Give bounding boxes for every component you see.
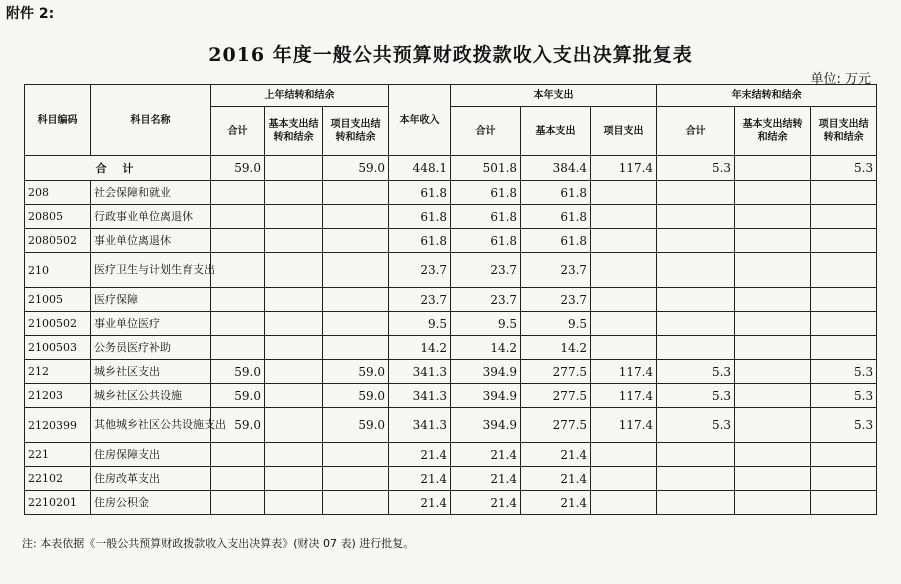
cell-code: 212 <box>25 360 91 384</box>
cell-exp-project <box>591 288 657 312</box>
cell-prev-basic <box>265 491 323 515</box>
cell-exp-basic: 277.5 <box>521 384 591 408</box>
cell-end-project <box>811 288 877 312</box>
cell-end-basic <box>735 181 811 205</box>
cell-prev-basic <box>265 467 323 491</box>
header-name: 科目名称 <box>91 85 211 156</box>
cell-end-total: 5.3 <box>657 408 735 443</box>
cell-exp-total: 23.7 <box>451 253 521 288</box>
cell-prev-total <box>211 288 265 312</box>
header-exp-total: 合计 <box>451 107 521 156</box>
cell-end-basic <box>735 205 811 229</box>
cell-prev-basic <box>265 205 323 229</box>
cell-name: 住房保障支出 <box>91 443 211 467</box>
cell-prev-project <box>323 336 389 360</box>
cell-prev-project <box>323 288 389 312</box>
header-income: 本年收入 <box>389 85 451 156</box>
cell-prev-total: 59.0 <box>211 156 265 181</box>
cell-end-basic <box>735 229 811 253</box>
cell-exp-basic: 21.4 <box>521 443 591 467</box>
cell-end-basic <box>735 384 811 408</box>
cell-name: 住房公积金 <box>91 491 211 515</box>
cell-exp-basic: 277.5 <box>521 360 591 384</box>
cell-exp-total: 394.9 <box>451 384 521 408</box>
cell-name: 其他城乡社区公共设施支出 <box>91 408 211 443</box>
cell-prev-total <box>211 443 265 467</box>
cell-exp-basic: 384.4 <box>521 156 591 181</box>
cell-code: 2100503 <box>25 336 91 360</box>
cell-exp-total: 21.4 <box>451 467 521 491</box>
cell-name: 公务员医疗补助 <box>91 336 211 360</box>
cell-end-total: 5.3 <box>657 384 735 408</box>
cell-code: 2210201 <box>25 491 91 515</box>
cell-exp-total: 21.4 <box>451 491 521 515</box>
header-exp-basic: 基本支出 <box>521 107 591 156</box>
cell-prev-total: 59.0 <box>211 360 265 384</box>
cell-end-project: 5.3 <box>811 408 877 443</box>
cell-prev-project <box>323 181 389 205</box>
cell-code: 2120399 <box>25 408 91 443</box>
cell-prev-project <box>323 443 389 467</box>
cell-end-project <box>811 443 877 467</box>
cell-prev-project <box>323 491 389 515</box>
cell-end-basic <box>735 443 811 467</box>
table-row <box>25 384 877 408</box>
cell-end-total <box>657 467 735 491</box>
cell-end-project <box>811 253 877 288</box>
unit-label: 单位: 万元 <box>810 72 871 87</box>
cell-code: 21203 <box>25 384 91 408</box>
cell-exp-basic: 61.8 <box>521 181 591 205</box>
cell-exp-basic: 14.2 <box>521 336 591 360</box>
header-end-basic: 基本支出结转和结余 <box>735 107 811 156</box>
cell-name: 城乡社区公共设施 <box>91 384 211 408</box>
cell-exp-basic: 23.7 <box>521 288 591 312</box>
cell-prev-basic <box>265 253 323 288</box>
cell-exp-total: 394.9 <box>451 360 521 384</box>
cell-prev-project: 59.0 <box>323 360 389 384</box>
cell-income: 23.7 <box>389 253 451 288</box>
footnote: 注: 本表依据《一般公共预算财政拨款收入支出决算表》(财决 07 表) 进行批复。 <box>22 537 415 550</box>
cell-exp-total: 9.5 <box>451 312 521 336</box>
cell-prev-total <box>211 181 265 205</box>
cell-end-project <box>811 181 877 205</box>
cell-end-total <box>657 181 735 205</box>
cell-name: 行政事业单位离退休 <box>91 205 211 229</box>
page-title: 2016 年度一般公共预算财政拨款收入支出决算批复表 <box>208 44 693 66</box>
cell-prev-project: 59.0 <box>323 384 389 408</box>
cell-income: 9.5 <box>389 312 451 336</box>
cell-income: 61.8 <box>389 181 451 205</box>
cell-end-total <box>657 253 735 288</box>
cell-prev-basic <box>265 312 323 336</box>
cell-exp-project <box>591 443 657 467</box>
cell-end-project <box>811 336 877 360</box>
header-end-group: 年末结转和结余 <box>657 85 877 107</box>
cell-exp-project: 117.4 <box>591 156 657 181</box>
cell-income: 341.3 <box>389 384 451 408</box>
cell-income: 61.8 <box>389 205 451 229</box>
header-exp-project: 项目支出 <box>591 107 657 156</box>
cell-exp-project <box>591 205 657 229</box>
table-row <box>25 360 877 384</box>
cell-end-basic <box>735 336 811 360</box>
cell-end-project <box>811 229 877 253</box>
cell-name: 事业单位离退休 <box>91 229 211 253</box>
cell-code: 208 <box>25 181 91 205</box>
cell-code: 22102 <box>25 467 91 491</box>
cell-exp-project <box>591 181 657 205</box>
cell-end-total <box>657 491 735 515</box>
header-prev-basic: 基本支出结转和结余 <box>265 107 323 156</box>
cell-end-total <box>657 443 735 467</box>
cell-prev-project: 59.0 <box>323 156 389 181</box>
cell-end-total <box>657 336 735 360</box>
cell-exp-basic: 21.4 <box>521 491 591 515</box>
cell-prev-basic <box>265 384 323 408</box>
cell-exp-project <box>591 467 657 491</box>
cell-exp-basic: 61.8 <box>521 229 591 253</box>
table-row <box>25 467 877 491</box>
table-row <box>25 181 877 205</box>
cell-end-project: 5.3 <box>811 384 877 408</box>
cell-exp-project: 117.4 <box>591 408 657 443</box>
cell-exp-project <box>591 491 657 515</box>
total-row <box>25 156 877 181</box>
cell-prev-project <box>323 229 389 253</box>
header-prev-project: 项目支出结转和结余 <box>323 107 389 156</box>
budget-table <box>24 84 877 515</box>
cell-prev-project <box>323 205 389 229</box>
cell-code: 20805 <box>25 205 91 229</box>
table-row <box>25 229 877 253</box>
cell-income: 341.3 <box>389 408 451 443</box>
cell-prev-total <box>211 229 265 253</box>
cell-income: 448.1 <box>389 156 451 181</box>
cell-name: 住房改革支出 <box>91 467 211 491</box>
header-end-project: 项目支出结转和结余 <box>811 107 877 156</box>
cell-name: 城乡社区支出 <box>91 360 211 384</box>
header-exp-group: 本年支出 <box>451 85 657 107</box>
cell-end-basic <box>735 467 811 491</box>
header-prev-total: 合计 <box>211 107 265 156</box>
cell-prev-project <box>323 312 389 336</box>
cell-name: 医疗卫生与计划生育支出 <box>91 253 211 288</box>
table-row <box>25 312 877 336</box>
cell-exp-basic: 23.7 <box>521 253 591 288</box>
cell-exp-basic: 277.5 <box>521 408 591 443</box>
cell-end-basic <box>735 288 811 312</box>
cell-end-basic <box>735 491 811 515</box>
cell-exp-total: 61.8 <box>451 205 521 229</box>
cell-end-total: 5.3 <box>657 156 735 181</box>
cell-end-total <box>657 312 735 336</box>
cell-prev-basic <box>265 288 323 312</box>
cell-name: 医疗保障 <box>91 288 211 312</box>
cell-end-project <box>811 205 877 229</box>
cell-exp-total: 61.8 <box>451 229 521 253</box>
table-row <box>25 443 877 467</box>
cell-prev-total <box>211 336 265 360</box>
cell-end-basic <box>735 408 811 443</box>
cell-code: 210 <box>25 253 91 288</box>
cell-end-basic <box>735 156 811 181</box>
cell-end-basic <box>735 312 811 336</box>
cell-prev-basic <box>265 336 323 360</box>
cell-code: 21005 <box>25 288 91 312</box>
cell-end-project <box>811 467 877 491</box>
cell-end-project <box>811 491 877 515</box>
cell-prev-project: 59.0 <box>323 408 389 443</box>
cell-exp-basic: 61.8 <box>521 205 591 229</box>
cell-exp-total: 394.9 <box>451 408 521 443</box>
cell-prev-project <box>323 467 389 491</box>
cell-prev-basic <box>265 229 323 253</box>
cell-end-total <box>657 229 735 253</box>
cell-prev-total: 59.0 <box>211 384 265 408</box>
header-code: 科目编码 <box>25 85 91 156</box>
cell-end-total <box>657 288 735 312</box>
cell-exp-project <box>591 229 657 253</box>
cell-exp-total: 21.4 <box>451 443 521 467</box>
cell-exp-total: 61.8 <box>451 181 521 205</box>
cell-prev-total <box>211 205 265 229</box>
cell-prev-total <box>211 253 265 288</box>
cell-prev-basic <box>265 408 323 443</box>
cell-income: 21.4 <box>389 467 451 491</box>
cell-end-basic <box>735 253 811 288</box>
cell-exp-total: 501.8 <box>451 156 521 181</box>
table-row <box>25 336 877 360</box>
cell-exp-project: 117.4 <box>591 360 657 384</box>
cell-prev-basic <box>265 181 323 205</box>
cell-prev-total <box>211 491 265 515</box>
cell-income: 61.8 <box>389 229 451 253</box>
cell-name: 社会保障和就业 <box>91 181 211 205</box>
cell-end-project <box>811 312 877 336</box>
cell-code: 221 <box>25 443 91 467</box>
header-prev-group: 上年结转和结余 <box>211 85 389 107</box>
header-end-total: 合计 <box>657 107 735 156</box>
table-row <box>25 288 877 312</box>
cell-end-basic <box>735 360 811 384</box>
cell-income: 21.4 <box>389 491 451 515</box>
cell-code: 2100502 <box>25 312 91 336</box>
cell-name: 事业单位医疗 <box>91 312 211 336</box>
cell-end-total: 5.3 <box>657 360 735 384</box>
cell-exp-project <box>591 312 657 336</box>
cell-end-total <box>657 205 735 229</box>
cell-income: 14.2 <box>389 336 451 360</box>
cell-prev-project <box>323 253 389 288</box>
cell-prev-total <box>211 312 265 336</box>
cell-exp-project <box>591 336 657 360</box>
cell-end-project: 5.3 <box>811 360 877 384</box>
cell-prev-total <box>211 467 265 491</box>
total-label: 合 计 <box>25 156 211 181</box>
cell-prev-basic <box>265 360 323 384</box>
cell-prev-basic <box>265 156 323 181</box>
cell-end-project: 5.3 <box>811 156 877 181</box>
cell-exp-project: 117.4 <box>591 384 657 408</box>
table-row <box>25 253 877 288</box>
cell-exp-total: 14.2 <box>451 336 521 360</box>
cell-income: 21.4 <box>389 443 451 467</box>
cell-income: 341.3 <box>389 360 451 384</box>
cell-prev-basic <box>265 443 323 467</box>
cell-exp-total: 23.7 <box>451 288 521 312</box>
table-row <box>25 491 877 515</box>
cell-exp-basic: 9.5 <box>521 312 591 336</box>
cell-income: 23.7 <box>389 288 451 312</box>
cell-prev-total: 59.0 <box>211 408 265 443</box>
attachment-label: 附件 2: <box>6 6 55 22</box>
table-row <box>25 205 877 229</box>
cell-exp-project <box>591 253 657 288</box>
cell-code: 2080502 <box>25 229 91 253</box>
table-row <box>25 408 877 443</box>
cell-exp-basic: 21.4 <box>521 467 591 491</box>
